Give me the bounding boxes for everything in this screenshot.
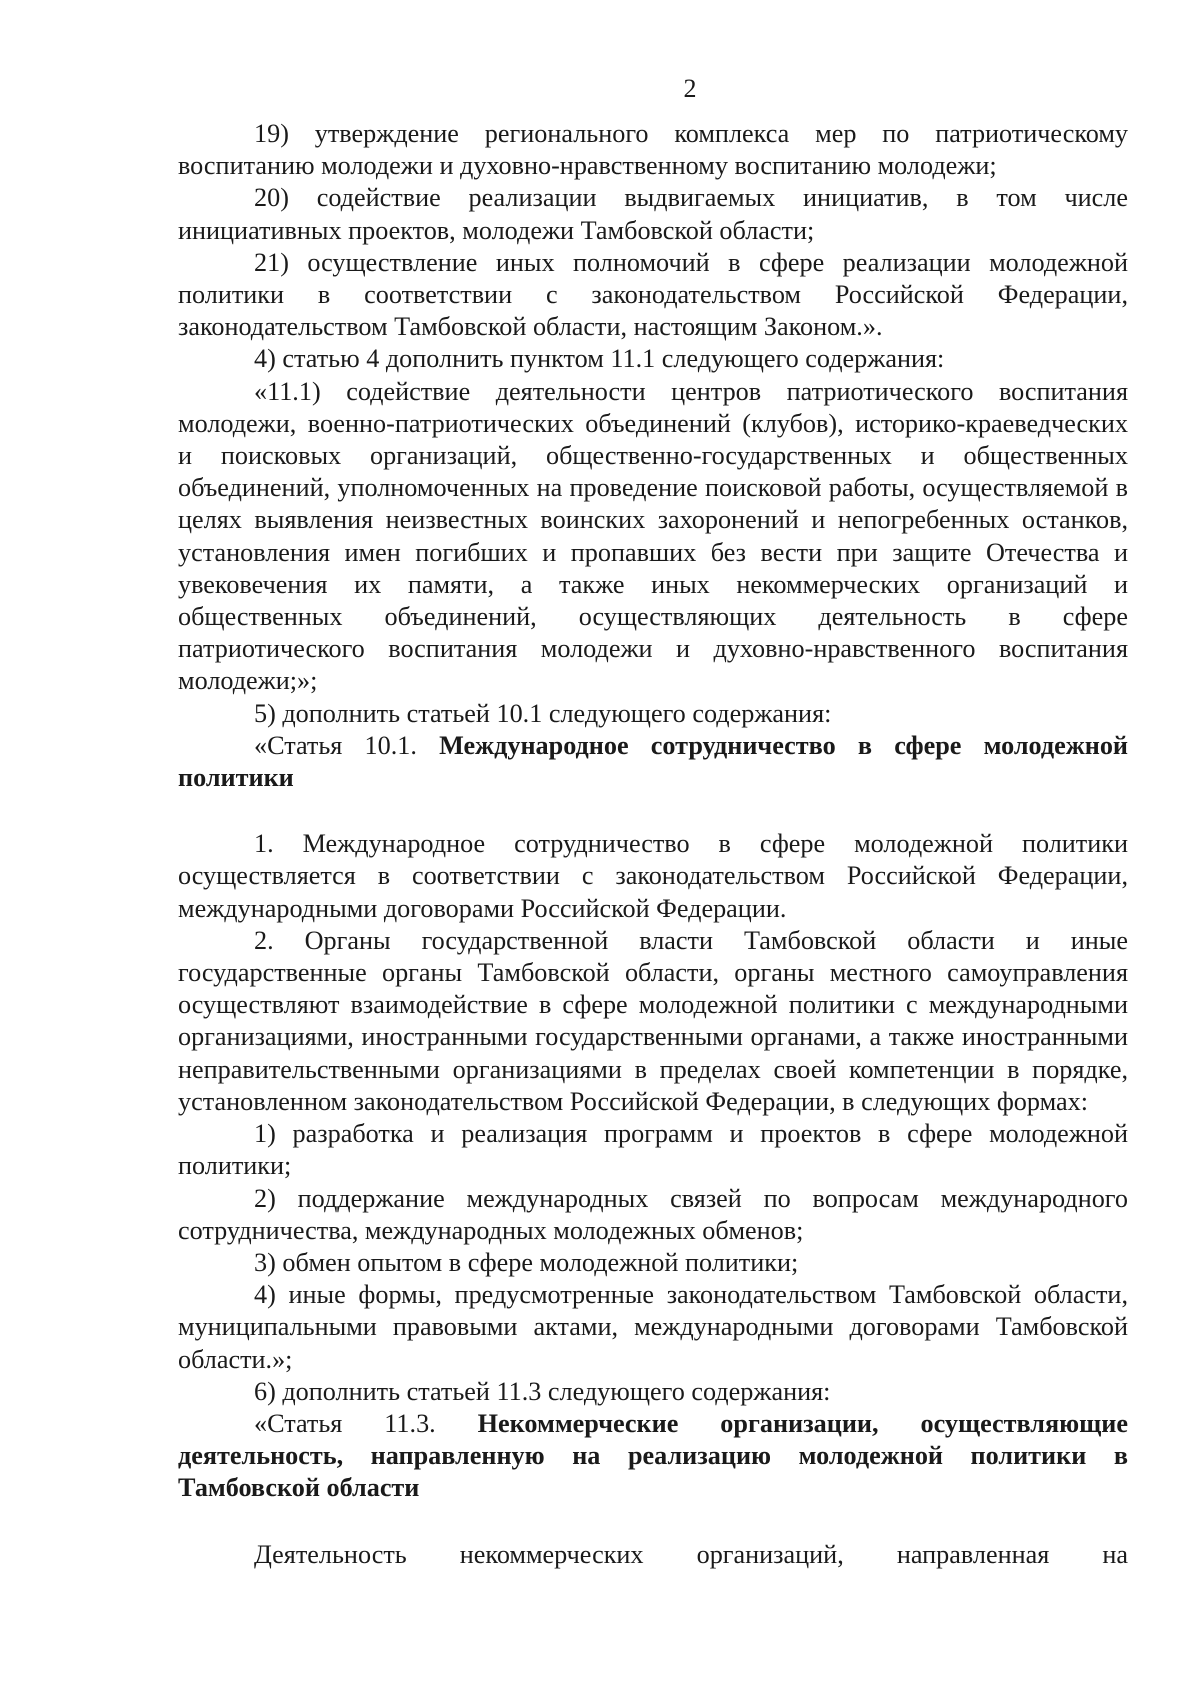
paragraph-amendment-6: 6) дополнить статьей 11.3 следующего содержания: xyxy=(254,1376,831,1406)
article-10-1-heading xyxy=(178,730,1128,794)
form-item-1: 1) разработка и реализация программ и проектов в сфере молодежной политики; xyxy=(178,1119,1128,1181)
article-11-3-body-start: Деятельность некоммерческих организаций, направленная на xyxy=(254,1539,1128,1569)
document-body xyxy=(178,118,1128,1571)
paragraph-amendment-4: 4) статью 4 дополнить пунктом 11.1 следующего содержания: xyxy=(254,344,945,374)
page-number: 2 xyxy=(683,74,697,103)
article-11-3-prefix: «Статья 11.3. xyxy=(254,1408,478,1438)
paragraph-item-19: 19) утверждение регионального комплекса мер по патриотическому воспитанию молодежи и духовно-нравственному воспитанию молодежи; xyxy=(178,119,1128,181)
paragraph-item-21: 21) осуществление иных полномочий в сфере реализации молодежной политики в соответствии с законодательством Российской Федерации, законодательством Тамбовской области, настоящим Законом.». xyxy=(178,247,1128,342)
spacer xyxy=(178,794,1128,828)
form-item-2: 2) поддержание международных связей по вопросам международного сотрудничества, международных молодежных обменов; xyxy=(178,1183,1128,1245)
spacer xyxy=(178,1505,1128,1539)
article-10-1-part-2: 2. Органы государственной власти Тамбовской области и иные государственные органы Тамбовской области, органы местного самоуправления осуществляют взаимодействие в сфере молодежной политики с международными организациями, иностранными государственными органами, а также иностранными неправительственными организациями в пределах своей компетенции в порядке, установленном законодательством Российской Федерации, в следующих формах: xyxy=(178,925,1128,1116)
form-item-3: 3) обмен опытом в сфере молодежной политики; xyxy=(254,1247,799,1277)
article-11-3-heading xyxy=(178,1408,1128,1505)
paragraph-item-20: 20) содействие реализации выдвигаемых инициатив, в том числе инициативных проектов, молодежи Тамбовской области; xyxy=(178,183,1128,245)
article-10-1-title: Международное сотрудничество в сфере молодежной политики xyxy=(178,730,1128,793)
paragraph-item-11-1: «11.1) содействие деятельности центров патриотического воспитания молодежи, военно-патриотических объединений (клубов), историко-краеведческих и поисковых организаций, общественно-государственных и общественных объединений, уполномоченных на проведение поисковой работы, осуществляемой в целях выявления неизвестных воинских захоронений и непогребенных останков, установления имен погибших и пропавших без вести при защите Отечества и увековечения их памяти, а также иных некоммерческих организаций и общественных объединений, осуществляющих деятельность в сфере патриотического воспитания молодежи и духовно-нравственного воспитания молодежи;»; xyxy=(178,376,1128,696)
form-item-4: 4) иные формы, предусмотренные законодательством Тамбовской области, муниципальными правовыми актами, международными договорами Тамбовской области.»; xyxy=(178,1280,1128,1374)
article-10-1-prefix: «Статья 10.1. xyxy=(254,730,440,760)
article-10-1-part-1: 1. Международное сотрудничество в сфере молодежной политики осуществляется в соответствии с законодательством Российской Федерации, международными договорами Российской Федерации. xyxy=(178,829,1128,923)
paragraph-amendment-5: 5) дополнить статьей 10.1 следующего содержания: xyxy=(254,698,832,728)
article-11-3-title: Некоммерческие организации, осуществляющие деятельность, направленную на реализацию молодежной политики в Тамбовской области xyxy=(178,1408,1128,1503)
